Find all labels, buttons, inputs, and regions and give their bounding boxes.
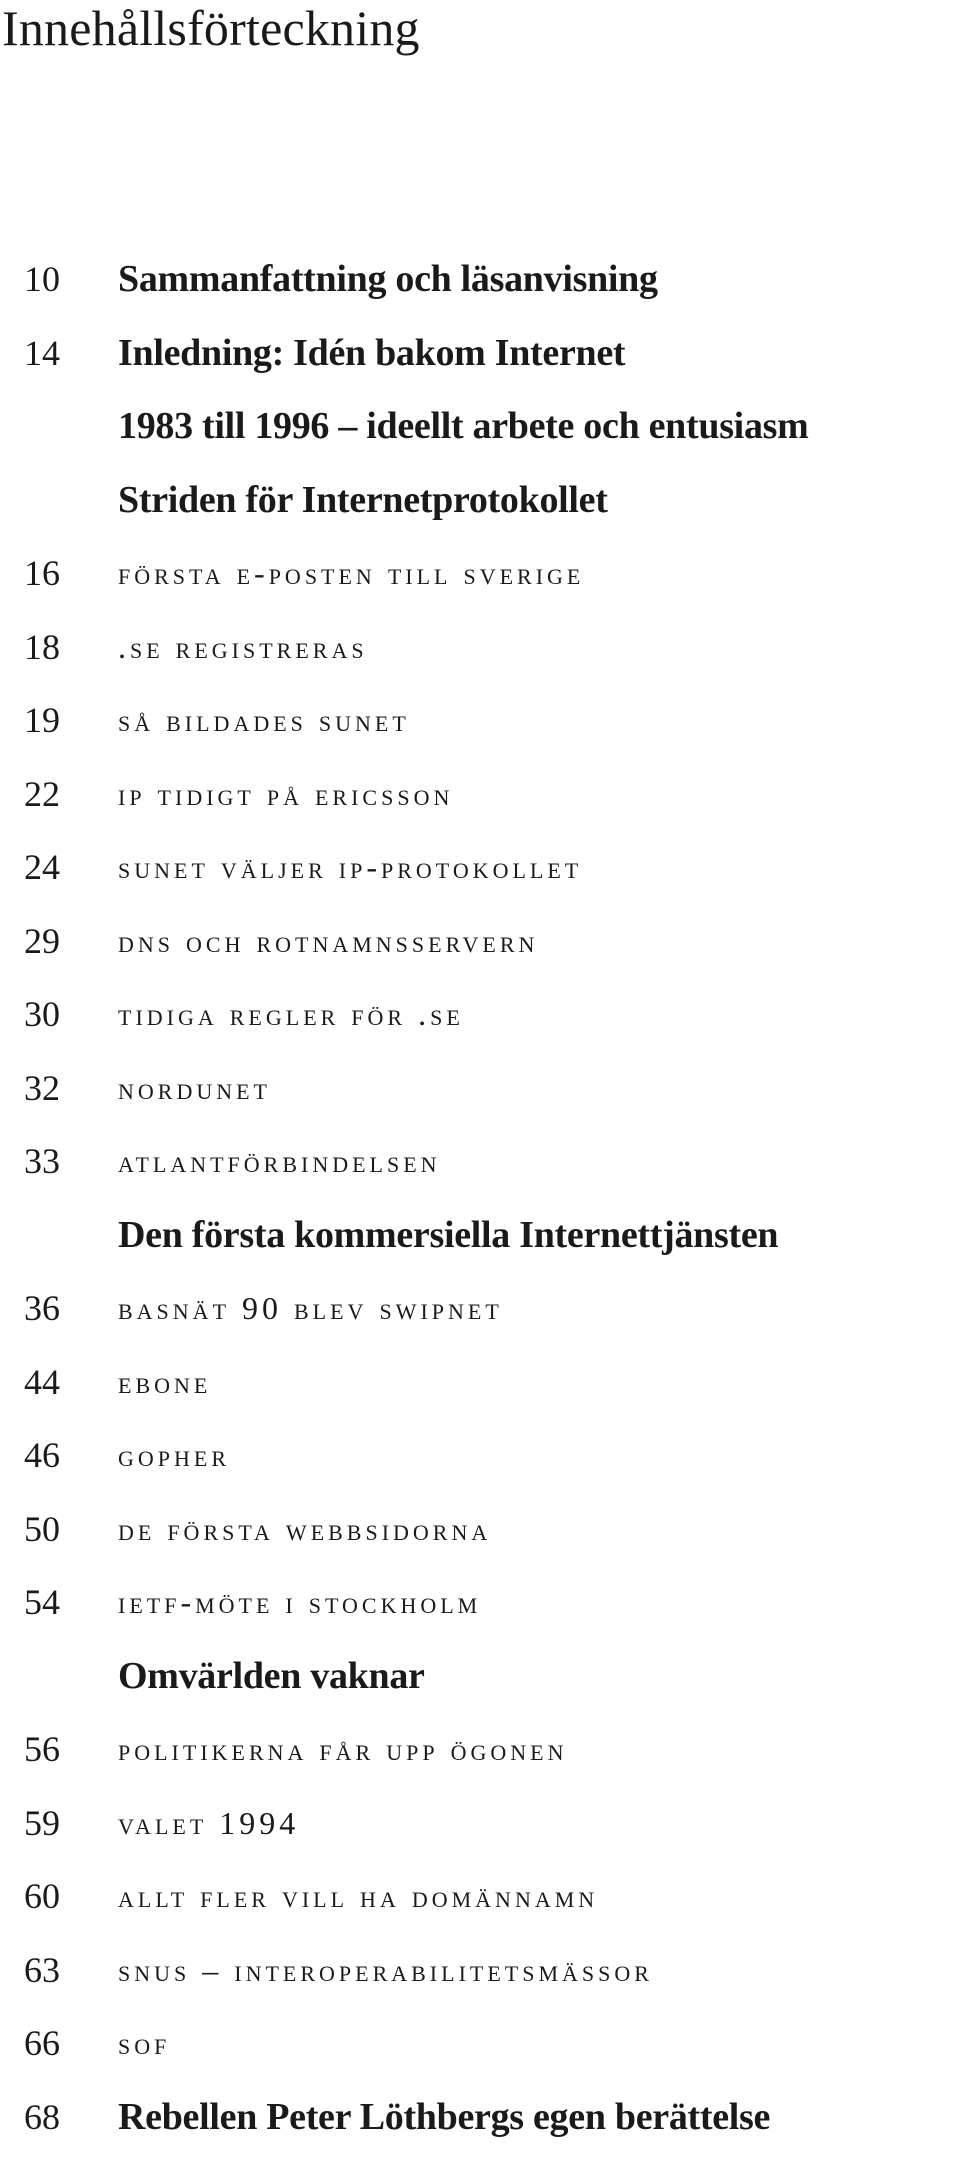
toc-entry-title: Sammanfattning och läsanvisning <box>118 249 658 309</box>
toc-entry-title: basnät 90 blev swipnet <box>118 1278 503 1338</box>
toc-entry[interactable] <box>0 1352 960 1426</box>
toc-entry-title: de första webbsidorna <box>118 1499 491 1559</box>
toc-entry-title: Inledning: Idén bakom Internet <box>118 323 625 383</box>
toc-entry-title: Rebellen Peter Löthbergs egen berättelse <box>118 2087 770 2147</box>
toc-entry-title: dns och rotnamnsservern <box>118 911 538 971</box>
toc-entry[interactable] <box>0 764 960 838</box>
toc-page-number: 44 <box>0 1352 60 1412</box>
toc-entry-title: sunet väljer ip-protokollet <box>118 837 582 897</box>
toc-entry[interactable] <box>0 2013 960 2087</box>
page-title: Innehållsförteckning <box>2 0 420 56</box>
toc-page-number: 54 <box>0 1572 60 1632</box>
toc-page-number: 50 <box>0 1499 60 1559</box>
toc-entry-title: valet 1994 <box>118 1793 299 1853</box>
toc-entry-title: gopher <box>118 1425 230 1485</box>
toc-entry[interactable] <box>0 617 960 691</box>
toc-entry-title: ip tidigt på ericsson <box>118 764 453 824</box>
toc-section-heading[interactable] <box>0 323 960 397</box>
toc-section-heading[interactable] <box>0 249 960 323</box>
table-of-contents <box>0 249 960 2160</box>
toc-entry-title: atlantförbindelsen <box>118 1131 441 1191</box>
toc-entry-title: snus – interoperabilitetsmässor <box>118 1940 653 2000</box>
toc-entry-title: Den första kommersiella Internettjänsten <box>118 1205 778 1265</box>
toc-entry[interactable] <box>0 1793 960 1867</box>
toc-entry-title: första e-posten till sverige <box>118 543 584 603</box>
toc-entry-title: allt fler vill ha domännamn <box>118 1866 598 1926</box>
toc-entry[interactable] <box>0 1425 960 1499</box>
toc-page-number: 30 <box>0 984 60 1044</box>
toc-page-number: 24 <box>0 837 60 897</box>
toc-section-heading[interactable] <box>0 1205 960 1279</box>
toc-page-number: 56 <box>0 1719 60 1779</box>
toc-entry-title: sof <box>118 2013 170 2073</box>
toc-page-number: 14 <box>0 323 60 383</box>
toc-page-number: 16 <box>0 543 60 603</box>
toc-section-heading[interactable] <box>0 1646 960 1720</box>
toc-page-number: 63 <box>0 1940 60 2000</box>
toc-entry[interactable] <box>0 1058 960 1132</box>
toc-entry[interactable] <box>0 911 960 985</box>
toc-entry-title: 1983 till 1996 – ideellt arbete och entusiasm <box>118 396 808 456</box>
toc-page-number: 19 <box>0 690 60 750</box>
toc-page-number: 10 <box>0 249 60 309</box>
toc-page-number: 18 <box>0 617 60 677</box>
toc-section-heading[interactable] <box>0 470 960 544</box>
toc-entry-title: Omvärlden vaknar <box>118 1646 425 1706</box>
toc-entry-title: ietf-möte i stockholm <box>118 1572 481 1632</box>
toc-page-number: 66 <box>0 2013 60 2073</box>
toc-page-number: 29 <box>0 911 60 971</box>
toc-entry[interactable] <box>0 1278 960 1352</box>
toc-entry-title: .se registreras <box>118 617 368 677</box>
toc-entry-title: nordunet <box>118 1058 271 1118</box>
toc-entry-title: ebone <box>118 1352 211 1412</box>
toc-page-number: 60 <box>0 1866 60 1926</box>
toc-entry[interactable] <box>0 1572 960 1646</box>
toc-entry[interactable] <box>0 690 960 764</box>
toc-page-number: 68 <box>0 2087 60 2147</box>
toc-page-number: 32 <box>0 1058 60 1118</box>
toc-page-number: 22 <box>0 764 60 824</box>
toc-entry[interactable] <box>0 984 960 1058</box>
toc-entry[interactable] <box>0 1499 960 1573</box>
toc-entry[interactable] <box>0 1940 960 2014</box>
toc-entry[interactable] <box>0 543 960 617</box>
toc-page-number: 46 <box>0 1425 60 1485</box>
toc-entry-title: tidiga regler för .se <box>118 984 464 1044</box>
toc-entry-title: Striden för Internetprotokollet <box>118 470 608 530</box>
toc-section-heading[interactable] <box>0 2087 960 2160</box>
toc-page-number: 33 <box>0 1131 60 1191</box>
toc-entry[interactable] <box>0 1131 960 1205</box>
toc-page-number: 36 <box>0 1278 60 1338</box>
toc-page-number: 59 <box>0 1793 60 1853</box>
toc-entry[interactable] <box>0 837 960 911</box>
toc-entry-title: politikerna får upp ögonen <box>118 1719 567 1779</box>
toc-section-heading[interactable] <box>0 396 960 470</box>
toc-entry[interactable] <box>0 1719 960 1793</box>
toc-entry-title: så bildades sunet <box>118 690 410 750</box>
toc-entry[interactable] <box>0 1866 960 1940</box>
